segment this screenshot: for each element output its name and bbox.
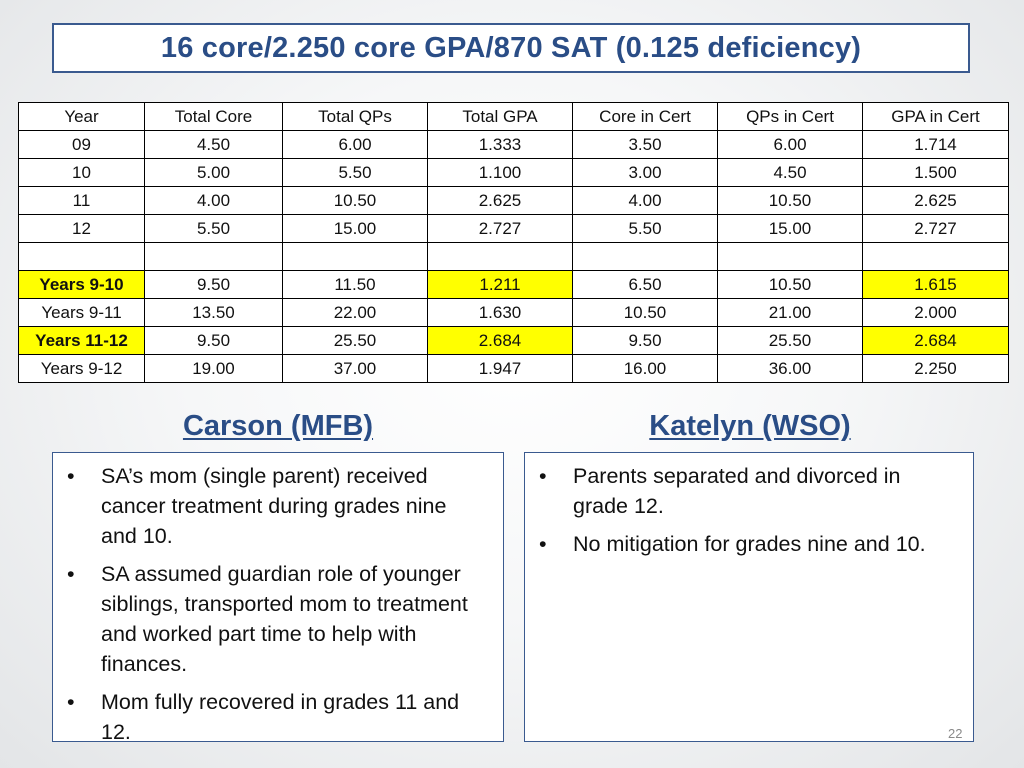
table-cell: 16.00 xyxy=(573,355,718,383)
table-cell xyxy=(19,243,145,271)
table-cell: 15.00 xyxy=(283,215,428,243)
table-cell: 4.50 xyxy=(718,159,863,187)
header-qps-in-cert: QPs in Cert xyxy=(718,103,863,131)
header-core-in-cert: Core in Cert xyxy=(573,103,718,131)
table-cell: 6.50 xyxy=(573,271,718,299)
bullet-icon: • xyxy=(67,690,75,714)
list-item xyxy=(535,461,953,521)
table-cell xyxy=(573,243,718,271)
table-row-empty xyxy=(19,243,1009,271)
table-cell: 1.947 xyxy=(428,355,573,383)
table-cell: 10.50 xyxy=(283,187,428,215)
table-cell: 36.00 xyxy=(718,355,863,383)
table-cell: 2.250 xyxy=(863,355,1009,383)
bullet-icon: • xyxy=(539,532,547,556)
table-header-row xyxy=(19,103,1009,131)
table-cell: 9.50 xyxy=(145,327,283,355)
table-cell: 25.50 xyxy=(718,327,863,355)
table-cell xyxy=(283,243,428,271)
table-row xyxy=(19,131,1009,159)
table-cell: 3.00 xyxy=(573,159,718,187)
table-cell: 2.625 xyxy=(428,187,573,215)
table-cell-highlighted: Years 11-12 xyxy=(19,327,145,355)
table-cell: 1.100 xyxy=(428,159,573,187)
katelyn-bullet-list xyxy=(525,453,973,559)
table-row xyxy=(19,215,1009,243)
list-item-text: SA assumed guardian role of younger siblings, transported mom to treatment and worked part time to help with finances. xyxy=(101,562,468,676)
table-cell: 22.00 xyxy=(283,299,428,327)
list-item-text: SA’s mom (single parent) received cancer treatment during grades nine and 10. xyxy=(101,464,447,548)
table-cell: 5.50 xyxy=(283,159,428,187)
table-row xyxy=(19,327,1009,355)
table-cell-highlighted: 2.684 xyxy=(863,327,1009,355)
table-row xyxy=(19,187,1009,215)
list-item-text: Parents separated and divorced in grade 12. xyxy=(573,464,901,518)
katelyn-heading: Katelyn (WSO) xyxy=(649,410,851,442)
table-cell: 21.00 xyxy=(718,299,863,327)
table-cell: 10.50 xyxy=(573,299,718,327)
table-cell: Years 9-11 xyxy=(19,299,145,327)
katelyn-notes-box xyxy=(524,452,974,742)
table-row xyxy=(19,299,1009,327)
table-cell: 19.00 xyxy=(145,355,283,383)
table-row xyxy=(19,271,1009,299)
table-cell: 4.00 xyxy=(145,187,283,215)
header-total-gpa: Total GPA xyxy=(428,103,573,131)
table-cell-highlighted: 2.684 xyxy=(428,327,573,355)
table-cell: 11.50 xyxy=(283,271,428,299)
table-cell: 1.333 xyxy=(428,131,573,159)
table-cell: 5.50 xyxy=(573,215,718,243)
table-cell: Years 9-12 xyxy=(19,355,145,383)
table-cell: 1.714 xyxy=(863,131,1009,159)
table-cell: 11 xyxy=(19,187,145,215)
table-cell: 12 xyxy=(19,215,145,243)
table-cell: 1.500 xyxy=(863,159,1009,187)
carson-heading: Carson (MFB) xyxy=(182,410,374,442)
table-cell xyxy=(145,243,283,271)
table-cell xyxy=(863,243,1009,271)
table-cell: 9.50 xyxy=(145,271,283,299)
table-cell: 4.50 xyxy=(145,131,283,159)
table-cell: 15.00 xyxy=(718,215,863,243)
table-cell: 6.00 xyxy=(718,131,863,159)
page-number: 22 xyxy=(948,726,963,741)
table-cell: 37.00 xyxy=(283,355,428,383)
carson-bullet-list xyxy=(53,453,503,747)
table-cell: 2.625 xyxy=(863,187,1009,215)
table-cell: 2.000 xyxy=(863,299,1009,327)
table-cell: 10.50 xyxy=(718,271,863,299)
list-item xyxy=(63,687,483,747)
bullet-icon: • xyxy=(539,464,547,488)
header-year: Year xyxy=(19,103,145,131)
carson-notes-box xyxy=(52,452,504,742)
table-cell-highlighted: 1.211 xyxy=(428,271,573,299)
header-total-core: Total Core xyxy=(145,103,283,131)
table-cell: 2.727 xyxy=(863,215,1009,243)
table-cell: 5.50 xyxy=(145,215,283,243)
table-cell: 6.00 xyxy=(283,131,428,159)
table-cell-highlighted: Years 9-10 xyxy=(19,271,145,299)
list-item-text: No mitigation for grades nine and 10. xyxy=(573,532,926,556)
table-cell: 10 xyxy=(19,159,145,187)
table-cell: 3.50 xyxy=(573,131,718,159)
list-item xyxy=(63,461,483,551)
table-row xyxy=(19,159,1009,187)
list-item-text: Mom fully recovered in grades 11 and 12. xyxy=(101,690,460,744)
title-box xyxy=(52,23,970,73)
header-gpa-in-cert: GPA in Cert xyxy=(863,103,1009,131)
table-cell: 2.727 xyxy=(428,215,573,243)
table-cell: 1.630 xyxy=(428,299,573,327)
table-cell: 09 xyxy=(19,131,145,159)
table-cell: 25.50 xyxy=(283,327,428,355)
table-cell: 4.00 xyxy=(573,187,718,215)
table-cell xyxy=(718,243,863,271)
bullet-icon: • xyxy=(67,464,75,488)
list-item xyxy=(535,529,953,559)
slide-title: 16 core/2.250 core GPA/870 SAT (0.125 deficiency) xyxy=(160,31,862,64)
table-cell: 13.50 xyxy=(145,299,283,327)
list-item xyxy=(63,559,483,679)
table-cell: 10.50 xyxy=(718,187,863,215)
table-cell-highlighted: 1.615 xyxy=(863,271,1009,299)
table-cell: 5.00 xyxy=(145,159,283,187)
bullet-icon: • xyxy=(67,562,75,586)
table-cell: 9.50 xyxy=(573,327,718,355)
table-cell xyxy=(428,243,573,271)
table-row xyxy=(19,355,1009,383)
header-total-qps: Total QPs xyxy=(283,103,428,131)
gpa-table xyxy=(18,102,1009,383)
